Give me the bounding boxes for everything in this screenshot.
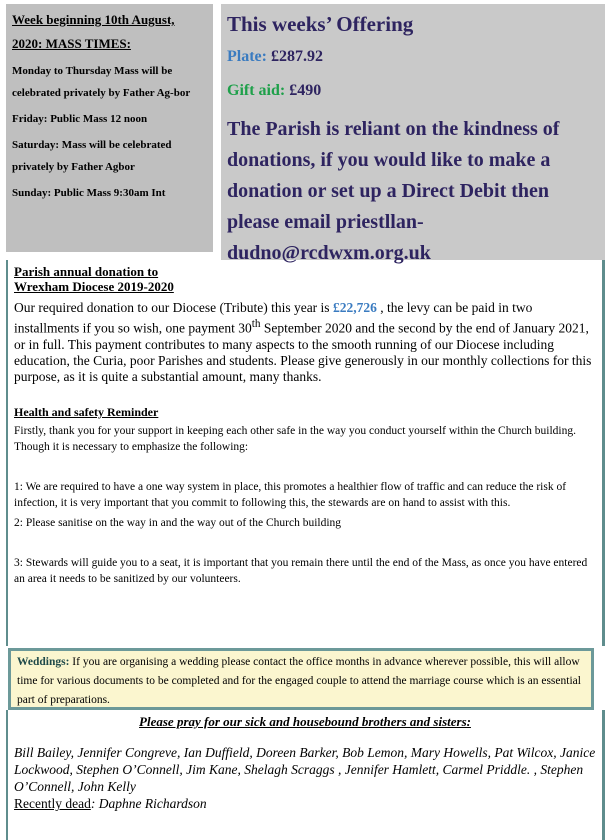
donation-text-a: Our required donation to our Diocese (Tribute) this year is xyxy=(14,300,333,315)
gift-aid-offering xyxy=(227,74,599,108)
plate-offering xyxy=(227,40,599,74)
donation-text-c: September 2020 and the second by the end of January 2021, or in full. This payment contributes to many aspects to the smooth running of our Diocese including education, the Curia, poor Parishes and students. Please give generously in our monthly collections for this purpose, as it is quite a substantial amount, many thanks. xyxy=(14,320,592,384)
health-safety-point3: 3: Stewards will guide you to a seat, it is important that you remain there until the end of the Mass, as once you have entered an area it needs to be sanitized by our volunteers. xyxy=(14,556,588,585)
health-safety-title: Health and safety Reminder xyxy=(14,404,159,419)
donation-title-line1: Parish annual donation to xyxy=(14,264,159,279)
recently-dead xyxy=(14,795,596,812)
weddings-label: Weddings: xyxy=(17,656,70,668)
prayers-section xyxy=(6,710,605,840)
donation-text-b: , the levy can be paid in two installments if you so wish, one payment 30 xyxy=(14,300,533,336)
weddings-box xyxy=(8,648,594,710)
donation-title-line2: Wrexham Diocese 2019-2020 xyxy=(14,279,174,294)
mass-sunday: Sunday: Public Mass 9:30am Int xyxy=(12,187,166,199)
prayers-title: Please pray for our sick and housebound brothers and sisters: xyxy=(139,714,471,729)
donation-sup: th xyxy=(251,318,261,330)
mass-friday: Friday: Public Mass 12 noon xyxy=(12,113,148,125)
recently-dead-names: Daphne Richardson xyxy=(98,796,207,811)
gift-aid-label: Gift aid: xyxy=(227,82,286,99)
offering-box xyxy=(221,4,605,264)
recently-dead-label: Recently dead xyxy=(14,796,91,811)
prayers-names: Bill Bailey, Jennifer Congreve, Ian Duffield, Doreen Barker, Bob Lemon, Mary Howells, Pat Wilcox, Janice Lockwood, Stephen O’Connell, Jim Kane, Shelagh Scraggs , Jennifer Hamlett, Carmel Priddle. , Stephen O’Connell, John Kelly xyxy=(14,745,596,794)
weddings-text: If you are organising a wedding please contact the office months in advance wherever possible, this will allow time for various documents to be completed and for the engaged couple to attend the marriage course which is an essential part of preparations. xyxy=(17,656,581,706)
mass-times-title-line2: 2020: MASS TIMES: xyxy=(12,36,131,51)
donation-amount: £22,726 xyxy=(332,300,377,315)
mass-mon-thu: Monday to Thursday Mass will be celebrated privately by Father Ag-bor xyxy=(12,65,191,99)
offering-title: This weeks’ Offering xyxy=(227,12,414,36)
plate-label: Plate: xyxy=(227,48,267,65)
recently-dead-sep: : xyxy=(90,796,99,811)
health-safety-intro: Firstly, thank you for your support in keeping each other safe in the way you conduct yourself within the Church building. Though it is necessary to emphasize the following: xyxy=(14,424,577,453)
mass-times-box xyxy=(6,4,213,252)
health-safety-point2: 2: Please sanitise on the way in and the way out of the Church building xyxy=(14,516,342,529)
donation-appeal: The Parish is reliant on the kindness of donations, if you would like to make a donation or set up a Direct Debit then please email priestllan-dudno@rcdwxm.org.uk xyxy=(227,118,560,264)
donation-text xyxy=(14,300,596,385)
health-safety-point1: 1: We are required to have a one way system in place, this promotes a healthier flow of traffic and can reduce the risk of infection, it is very important that you commit to following this, the stewards are on hand to assist with this. xyxy=(14,480,567,509)
mass-saturday: Saturday: Mass will be celebrated privately by Father Agbor xyxy=(12,139,172,173)
mass-times-title-line1: Week beginning 10th August, xyxy=(12,12,175,27)
gift-aid-value: £490 xyxy=(289,82,322,99)
plate-value: £287.92 xyxy=(270,48,323,65)
main-notices-frame xyxy=(6,260,605,646)
